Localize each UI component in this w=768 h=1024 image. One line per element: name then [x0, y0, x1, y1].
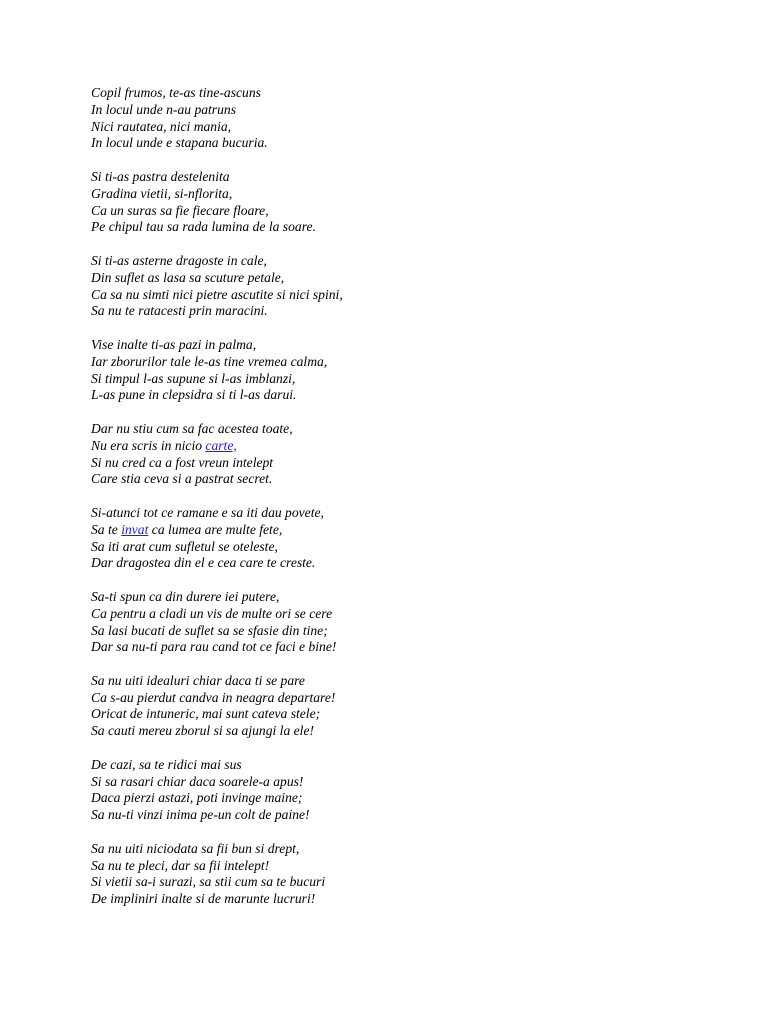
stanza: [91, 673, 731, 740]
poem-line: Care stia ceva si a pastrat secret.: [91, 471, 273, 487]
stanza: [91, 841, 731, 908]
poem-line: Sa nu uiti idealuri chiar daca ti se pare: [91, 672, 305, 688]
poem-line: Si ti-as pastra destelenita: [91, 168, 230, 184]
poem-line: De cazi, sa te ridici mai sus: [91, 756, 242, 772]
stanza: [91, 589, 731, 656]
poem-line: Si nu cred ca a fost vreun intelept: [91, 454, 274, 470]
poem-line: Ca s-au pierdut candva in neagra departare!: [91, 689, 336, 705]
poem-line: Si timpul l-as supune si l-as imblanzi,: [91, 370, 296, 386]
line-text: ca lumea are multe fete,: [148, 521, 283, 537]
line-text: Nu era scris in nicio: [91, 437, 206, 453]
poem-line: Si ti-as asterne dragoste in cale,: [91, 252, 267, 268]
poem-line: L-as pune in clepsidra si ti l-as darui.: [91, 387, 297, 403]
poem-line: Sa nu te ratacesti prin maracini.: [91, 303, 268, 319]
poem-line: Daca pierzi astazi, poti invinge maine;: [91, 790, 303, 806]
poem-line: Nici rautatea, nici mania,: [91, 118, 232, 134]
stanza: [91, 253, 731, 320]
poem-line: [91, 522, 731, 539]
poem-line: Ca sa nu simti nici pietre ascutite si nici spini,: [91, 286, 343, 302]
poem-line: Ca pentru a cladi un vis de multe ori se cere: [91, 605, 333, 621]
stanza: [91, 505, 731, 572]
poem-line: Sa nu te pleci, dar sa fii intelept!: [91, 857, 270, 873]
poem-line: In locul unde n-au patruns: [91, 101, 236, 117]
stanza: [91, 169, 731, 236]
poem-line: Dar nu stiu cum sa fac acestea toate,: [91, 420, 293, 436]
carte-link[interactable]: carte,: [205, 437, 237, 453]
stanza: [91, 421, 731, 488]
poem-line: Sa iti arat cum sufletul se oteleste,: [91, 538, 278, 554]
line-text: Sa te: [91, 521, 122, 537]
poem-line: Si-atunci tot ce ramane e sa iti dau povete,: [91, 504, 324, 520]
poem-line: Sa lasi bucati de suflet sa se sfasie din tine;: [91, 622, 328, 638]
poem-line: Dar sa nu-ti para rau cand tot ce faci e bine!: [91, 639, 337, 655]
poem-line: In locul unde e stapana bucuria.: [91, 135, 268, 151]
poem-line: Oricat de intuneric, mai sunt cateva stele;: [91, 706, 321, 722]
poem-line: Din suflet as lasa sa scuture petale,: [91, 269, 285, 285]
poem-line: Gradina vietii, si-nflorita,: [91, 185, 233, 201]
poem-line: Iar zborurilor tale le-as tine vremea calma,: [91, 353, 328, 369]
stanza: [91, 337, 731, 404]
stanza: [91, 757, 731, 824]
poem-line: Sa nu uiti niciodata sa fii bun si drept,: [91, 840, 300, 856]
stanza: [91, 85, 731, 152]
poem-line: Dar dragostea din el e cea care te creste.: [91, 555, 316, 571]
poem-line: Pe chipul tau sa rada lumina de la soare.: [91, 219, 316, 235]
poem-line: Si vietii sa-i surazi, sa stii cum sa te bucuri: [91, 874, 326, 890]
poem-line: Sa cauti mereu zborul si sa ajungi la ele!: [91, 723, 315, 739]
poem-line: Sa nu-ti vinzi inima pe-un colt de paine!: [91, 807, 310, 823]
poem-line: Copil frumos, te-as tine-ascuns: [91, 85, 261, 100]
poem-line: De impliniri inalte si de marunte lucruri!: [91, 891, 316, 907]
poem-line: Si sa rasari chiar daca soarele-a apus!: [91, 773, 304, 789]
poem-line: Sa-ti spun ca din durere iei putere,: [91, 588, 280, 604]
invat-link[interactable]: invat: [121, 521, 149, 537]
poem-line: Ca un suras sa fie fiecare floare,: [91, 202, 269, 218]
poem-line: Vise inalte ti-as pazi in palma,: [91, 336, 257, 352]
poem-body: [91, 85, 731, 925]
poem-line: [91, 438, 731, 455]
